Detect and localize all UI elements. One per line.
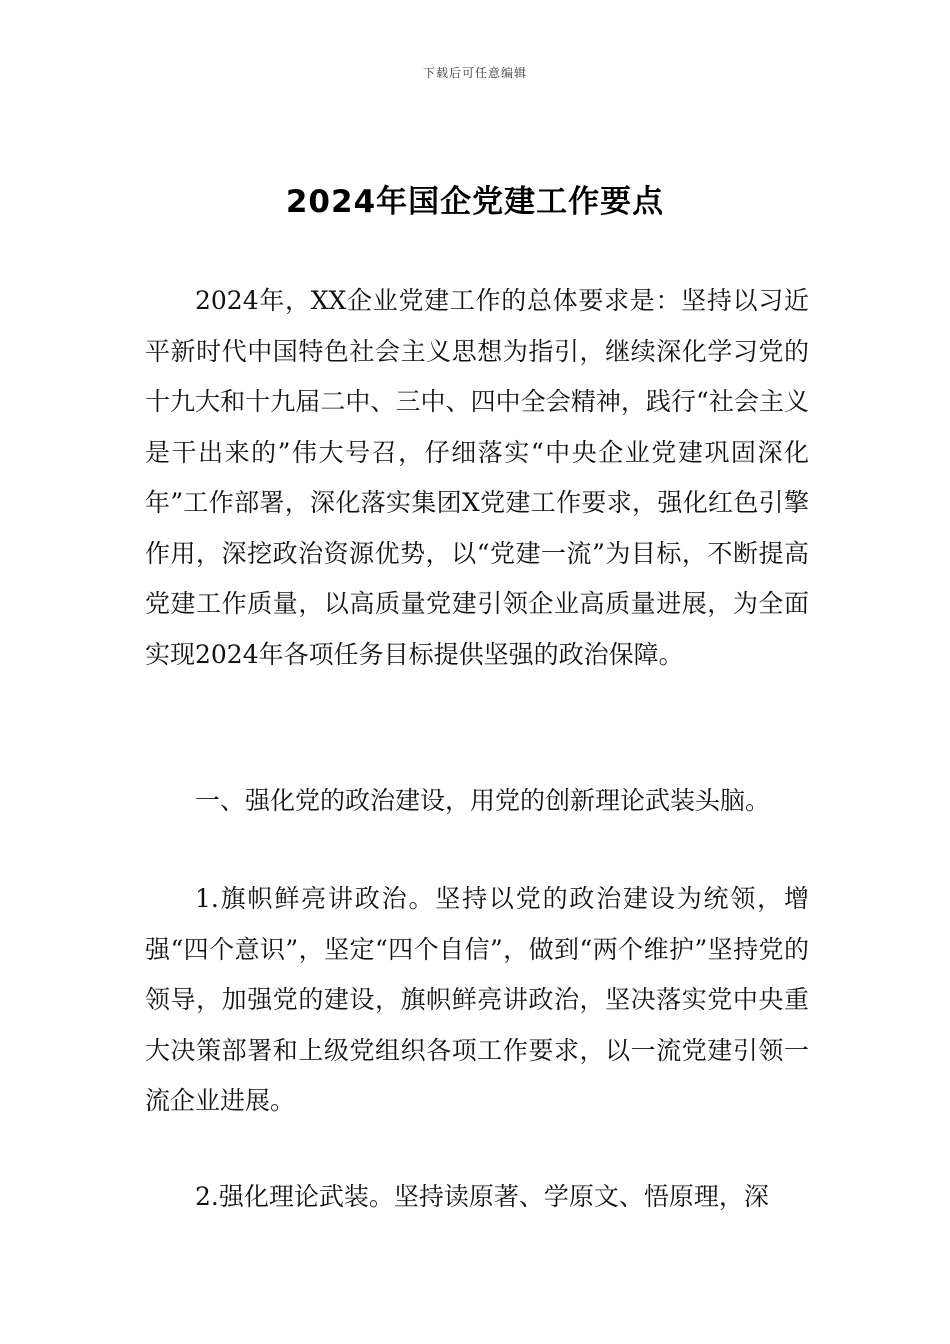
section-heading-1: 一、强化党的政治建设，用党的创新理论武装头脑。 (195, 786, 771, 815)
document-title: 2024年国企党建工作要点 (285, 184, 665, 220)
header-note: 下载后可任意编辑 (422, 66, 527, 80)
paragraph-item-1: 1.旗帜鲜亮讲政治。坚持以党的政治建设为统领，增强“四个意识”，坚定“四个自信”，做到“两个维护”坚持党的领导，加强党的建设，旗帜鲜亮讲政治，坚决落实党中央重大决策部署和上级党组织各项工作要求，以一流党建引领一流企业进展。 (145, 884, 809, 1115)
paragraph-item-2: 2.强化理论武装。坚持读原著、学原文、悟原理，深 (195, 1182, 769, 1211)
paragraph-intro: 2024年，XX企业党建工作的总体要求是：坚持以习近平新时代中国特色社会主义思想为指引，继续深化学习党的十九大和十九届二中、三中、四中全会精神，践行“社会主义是干出来的”伟大号召，仔细落实“中央企业党建巩固深化年”工作部署，深化落实集团X党建工作要求，强化红色引擎作用，深挖政治资源优势，以“党建一流”为目标，不断提高党建工作质量，以高质量党建引领企业高质量进展，为全面实现2024年各项任务目标提供坚强的政治保障。 (145, 286, 809, 669)
